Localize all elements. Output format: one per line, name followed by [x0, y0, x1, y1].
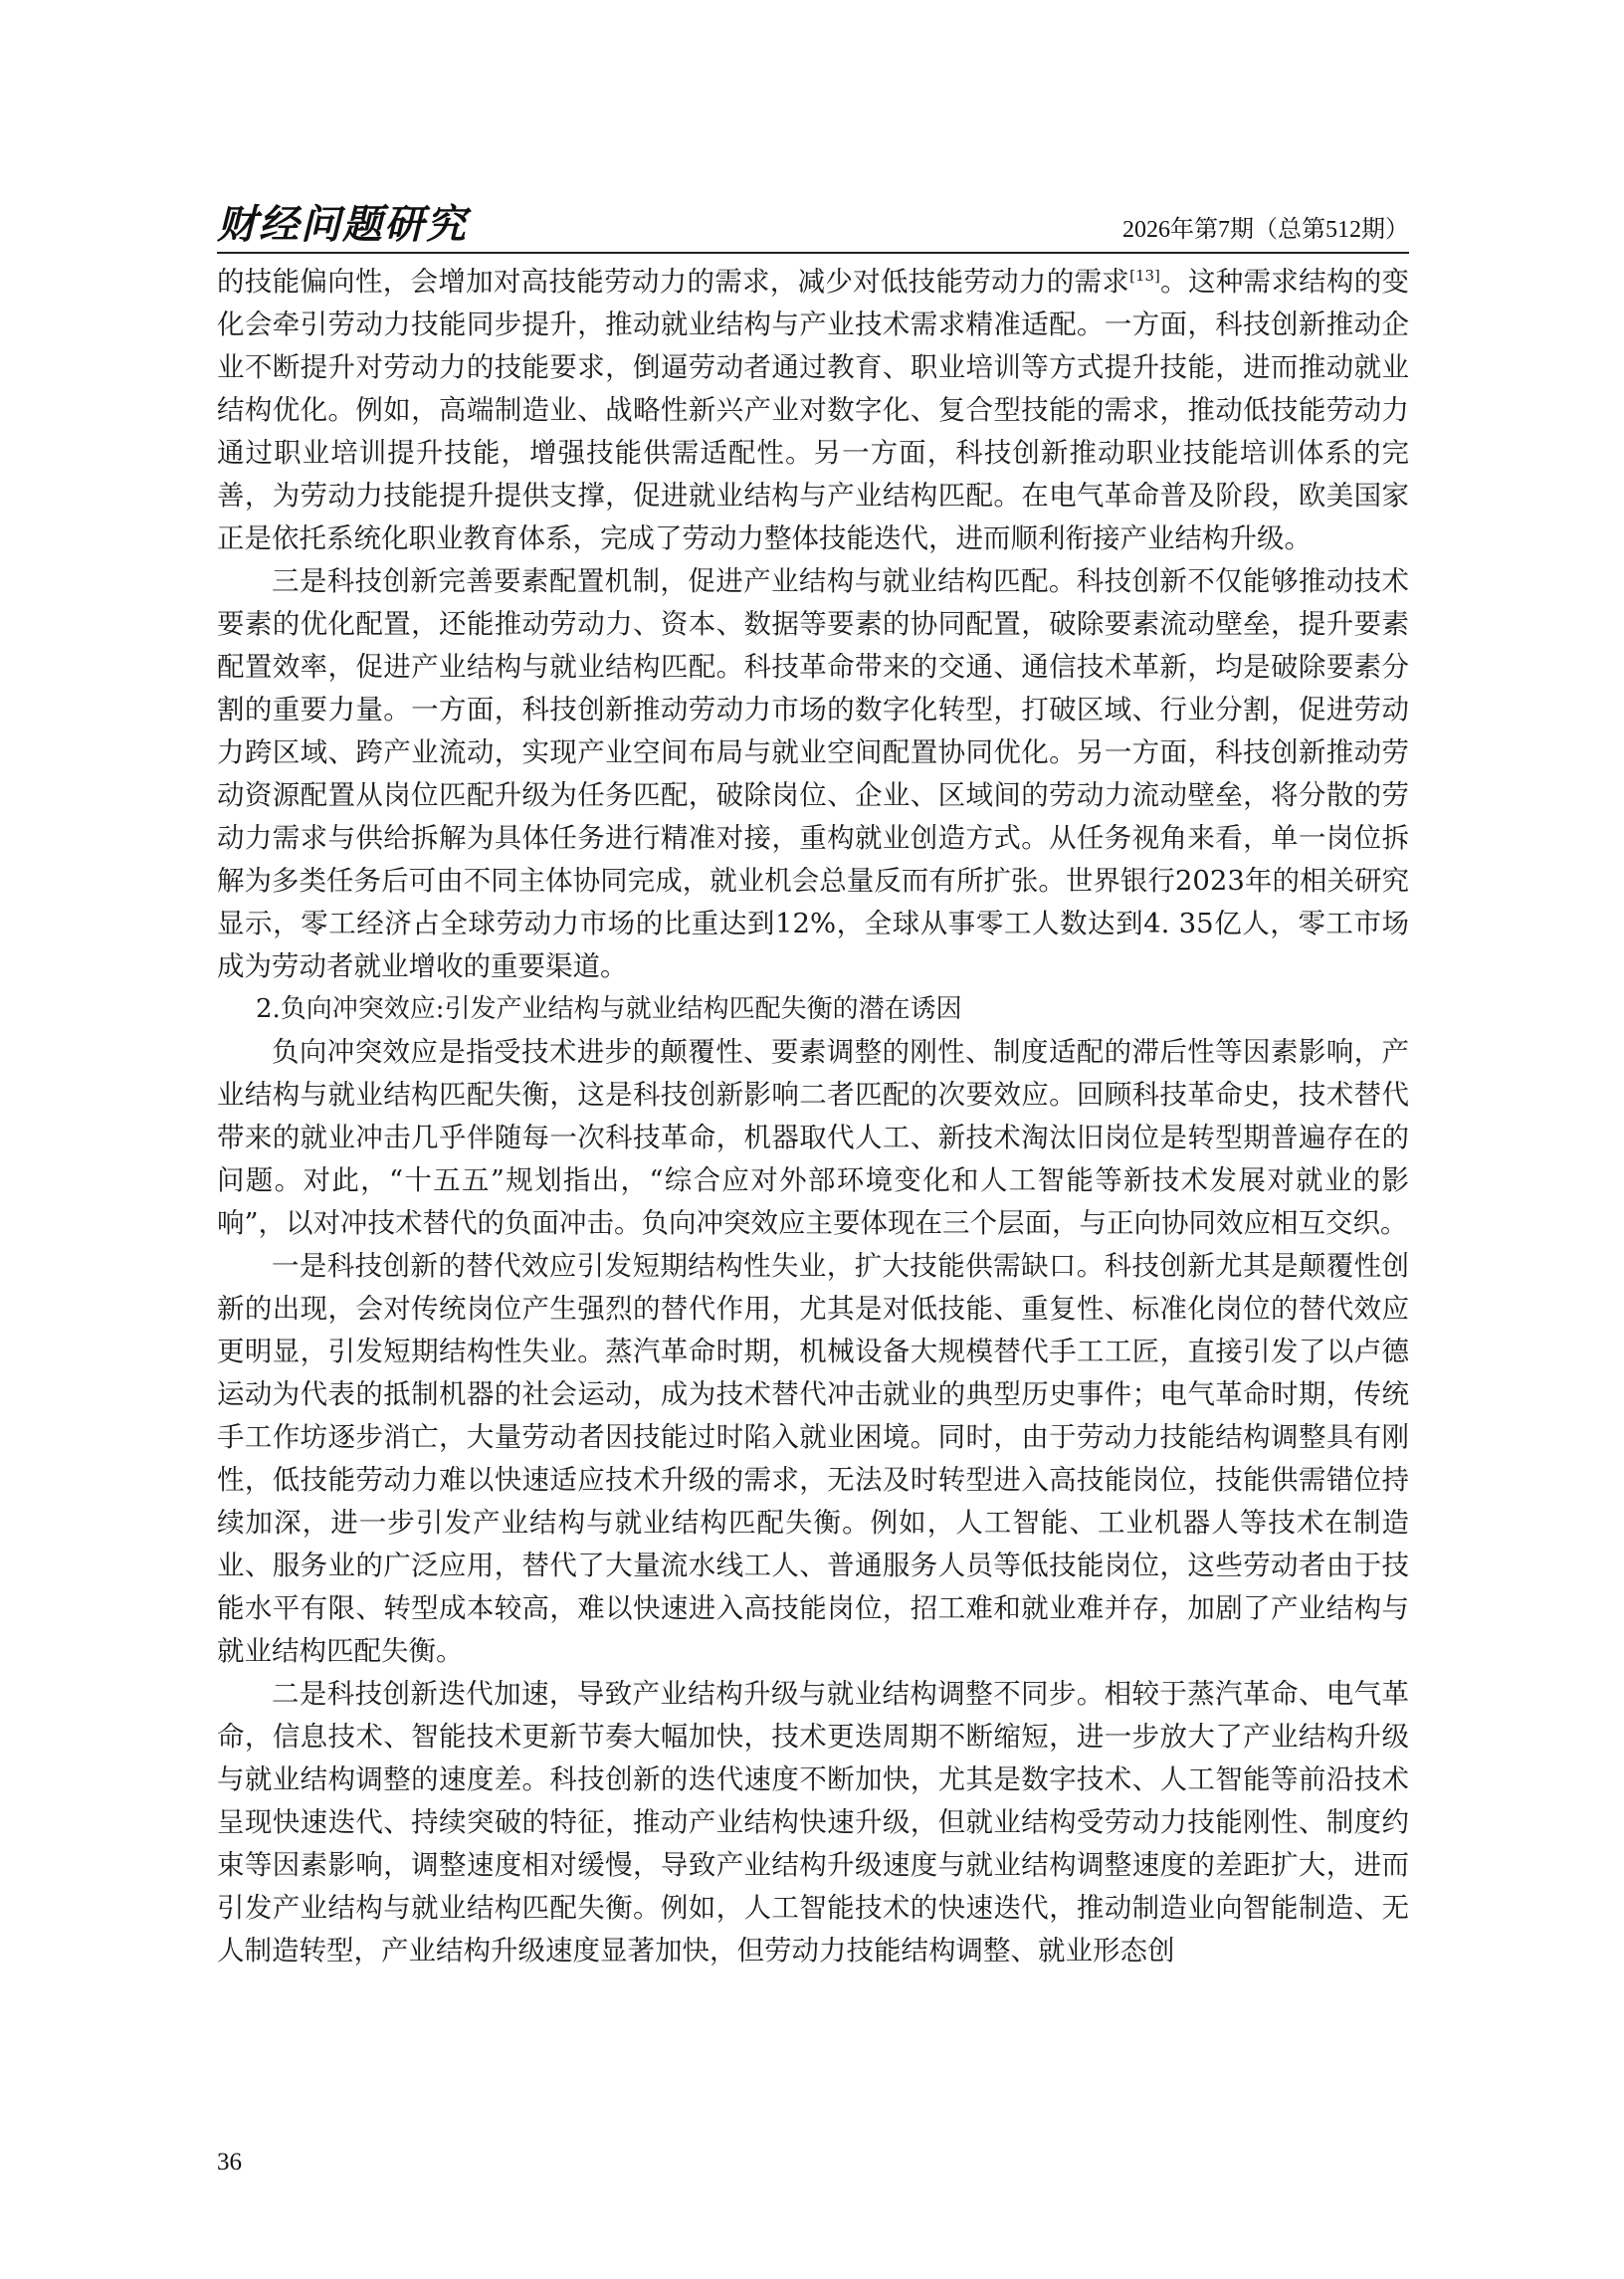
paragraph: 二是科技创新迭代加速，导致产业结构升级与就业结构调整不同步。相较于蒸汽革命、电气革命，信息技术、智能技术更新节奏大幅加快，技术更迭周期不断缩短，进一步放大了产业结构升级与就业结构调整的速度差。科技创新的迭代速度不断加快，尤其是数字技术、人工智能等前沿技术呈现快速迭代、持续突破的特征，推动产业结构快速升级，但就业结构受劳动力技能刚性、制度约束等因素影响，调整速度相对缓慢，导致产业结构升级速度与就业结构调整速度的差距扩大，进而引发产业结构与就业结构匹配失衡。例如，人工智能技术的快速迭代，推动制造业向智能制造、无人制造转型，产业结构升级速度显著加快，但劳动力技能结构调整、就业形态创 [217, 1678, 1409, 1967]
paragraph-text: 。这种需求结构的变化会牵引劳动力技能同步提升，推动就业结构与产业技术需求精准适配。一方面，科技创新推动企业不断提升对劳动力的技能要求，倒逼劳动者通过教育、职业培训等方式提升技能，进而推动就业结构优化。例如，高端制造业、战略性新兴产业对数字化、复合型技能的需求，推动低技能劳动力通过职业培训提升技能，增强技能供需适配性。另一方面，科技创新推动职业技能培训体系的完善，为劳动力技能提升提供支撑，促进就业结构与产业结构匹配。在电气革命普及阶段，欧美国家正是依托系统化职业教育体系，完成了劳动力整体技能迭代，进而顺利衔接产业结构升级。 [217, 266, 1410, 554]
running-header [217, 199, 1409, 251]
journal-logo: 财经问题研究 [217, 201, 468, 248]
section-subheading: 2.负向冲突效应:引发产业结构与就业结构匹配失衡的潜在诱因 [256, 994, 962, 1024]
citation-ref: [13] [1129, 266, 1160, 285]
header-rule [217, 252, 1409, 254]
paragraph: 负向冲突效应是指受技术进步的颠覆性、要素调整的刚性、制度适配的滞后性等因素影响，产业结构与就业结构匹配失衡，这是科技创新影响二者匹配的次要效应。回顾科技革命史，技术替代带来的就业冲击几乎伴随每一次科技革命，机器取代人工、新技术淘汰旧岗位是转型期普遍存在的问题。对此，“十五五”规划指出，“综合应对外部环境变化和人工智能等新技术发展对就业的影响”，以对冲技术替代的负面冲击。负向冲突效应主要体现在三个层面，与正向协同效应相互交织。 [217, 1036, 1409, 1239]
paragraph [217, 261, 1409, 560]
issue-info: 2026年第7期（总第512期） [1122, 217, 1409, 243]
paragraph-text: 的技能偏向性，会增加对高技能劳动力的需求，减少对低技能劳动力的需求 [217, 266, 1130, 298]
paragraph: 三是科技创新完善要素配置机制，促进产业结构与就业结构匹配。科技创新不仅能够推动技术要素的优化配置，还能推动劳动力、资本、数据等要素的协同配置，破除要素流动壁垒，提升要素配置效率，促进产业结构与就业结构匹配。科技革命带来的交通、通信技术革新，均是破除要素分割的重要力量。一方面，科技创新推动劳动力市场的数字化转型，打破区域、行业分割，促进劳动力跨区域、跨产业流动，实现产业空间布局与就业空间配置协同优化。另一方面，科技创新推动劳动资源配置从岗位匹配升级为任务匹配，破除岗位、企业、区域间的劳动力流动壁垒，将分散的劳动力需求与供给拆解为具体任务进行精准对接，重构就业创造方式。从任务视角来看，单一岗位拆解为多类任务后可由不同主体协同完成，就业机会总量反而有所扩张。世界银行2023年的相关研究显示，零工经济占全球劳动力市场的比重达到12%，全球从事零工人数达到4. 35亿人，零工市场成为劳动者就业增收的重要渠道。 [217, 565, 1409, 982]
paragraph: 一是科技创新的替代效应引发短期结构性失业，扩大技能供需缺口。科技创新尤其是颠覆性创新的出现，会对传统岗位产生强烈的替代作用，尤其是对低技能、重复性、标准化岗位的替代效应更明显，引发短期结构性失业。蒸汽革命时期，机械设备大规模替代手工工匠，直接引发了以卢德运动为代表的抵制机器的社会运动，成为技术替代冲击就业的典型历史事件；电气革命时期，传统手工作坊逐步消亡，大量劳动者因技能过时陷入就业困境。同时，由于劳动力技能结构调整具有刚性，低技能劳动力难以快速适应技术升级的需求，无法及时转型进入高技能岗位，技能供需错位持续加深，进一步引发产业结构与就业结构匹配失衡。例如，人工智能、工业机器人等技术在制造业、服务业的广泛应用，替代了大量流水线工人、普通服务人员等低技能岗位，这些劳动者由于技能水平有限、转型成本较高，难以快速进入高技能岗位，招工难和就业难并存，加剧了产业结构与就业结构匹配失衡。 [217, 1250, 1409, 1667]
article-body [217, 261, 1409, 1972]
page-number: 36 [217, 2149, 242, 2175]
